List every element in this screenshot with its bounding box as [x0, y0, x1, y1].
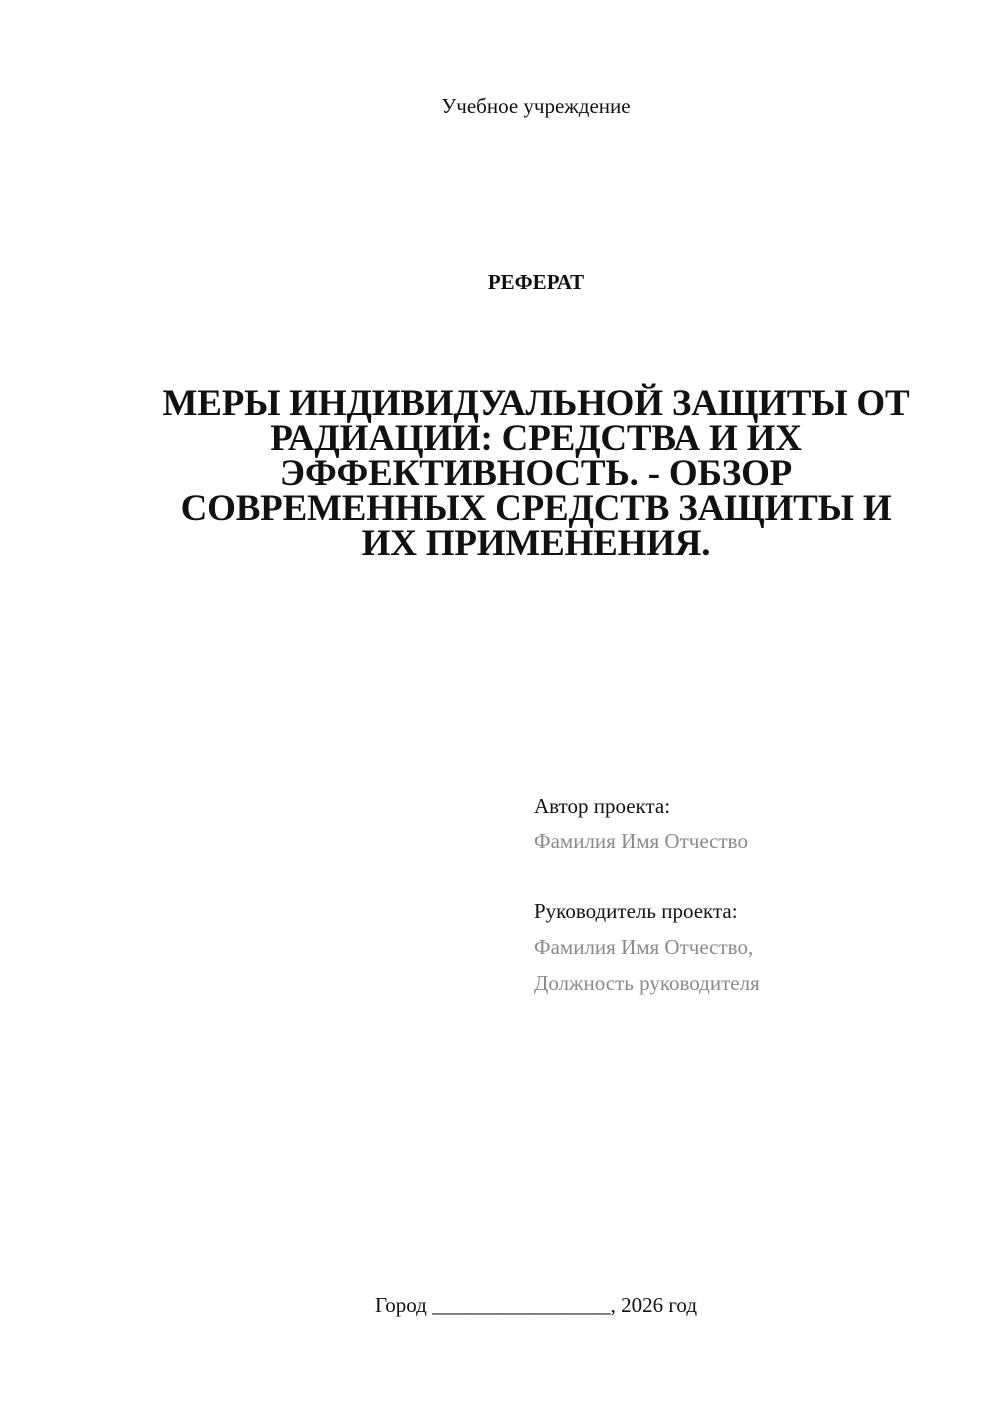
author-label: Автор проекта:	[534, 794, 671, 818]
supervisor-label: Руководитель проекта:	[534, 899, 738, 923]
document-title: МЕРЫ ИНДИВИДУАЛЬНОЙ ЗАЩИТЫ ОТ РАДИАЦИИ: СРЕДСТВА И ИХ ЭФФЕКТИВНОСТЬ. - ОБЗОР СОВРЕМЕННЫХ СРЕДСТВ ЗАЩИТЫ И ИХ ПРИМЕНЕНИЯ.	[162, 383, 910, 564]
city-year-line: Город _________________, 2026 год	[374, 1293, 698, 1317]
document-type: РЕФЕРАТ	[487, 270, 585, 294]
author-block	[534, 789, 974, 859]
supervisor-name: Фамилия Имя Отчество,	[534, 935, 754, 959]
supervisor-block	[534, 893, 974, 1001]
institution-name: Учебное учреждение	[441, 94, 631, 118]
supervisor-position: Должность руководителя	[534, 971, 760, 995]
author-name: Фамилия Имя Отчество	[534, 829, 748, 853]
